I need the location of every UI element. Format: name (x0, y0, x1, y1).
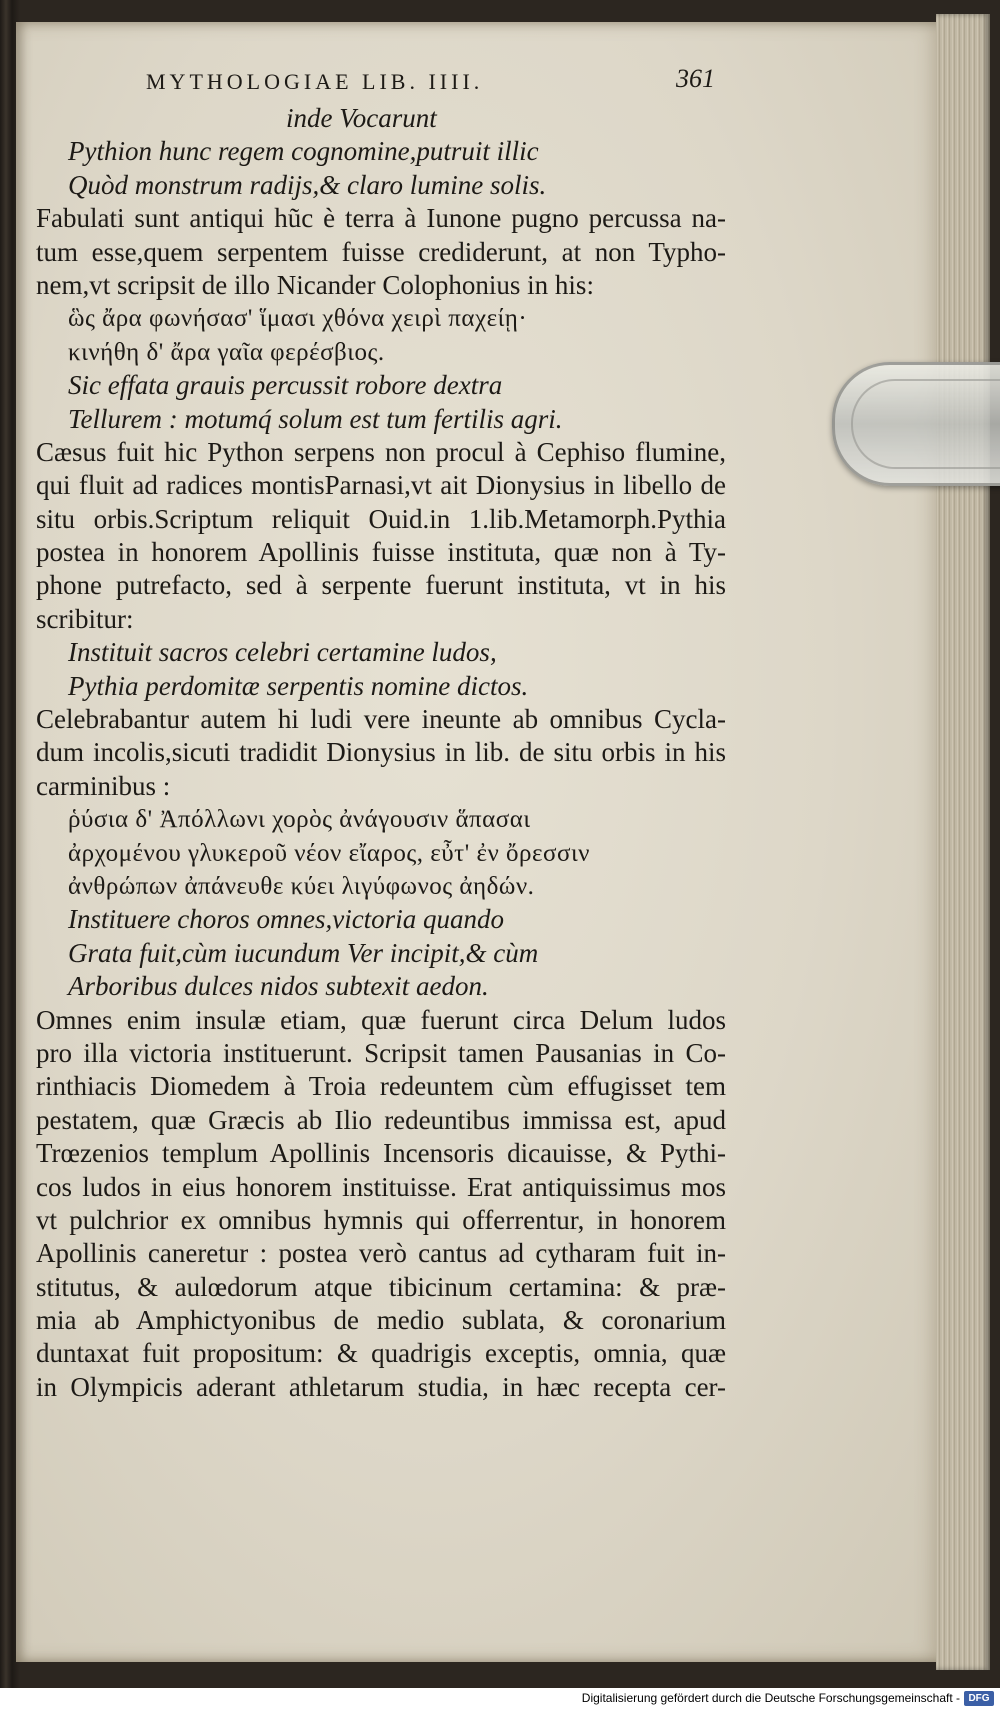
text-body (36, 102, 726, 1404)
text-line: ἀρχομένου γλυκεροῦ νέον εἴαρος, εὖτ' ἐν ὄρεσσιν (68, 839, 590, 867)
text-line: Pythia perdomitæ serpentis nomine dictos. (68, 670, 529, 701)
text-line: postea in honorem Apollinis fuisse instituta, quæ non à Ty- (36, 537, 726, 568)
text-line: Apollinis caneretur : postea verò cantus ad cytharam fuit in- (36, 1238, 726, 1269)
text-line: Grata fuit,cùm iucundum Ver incipit,& cùm (68, 937, 539, 968)
text-line: scribitur: (36, 603, 134, 634)
text-line: Sic effata grauis percussit robore dextra (68, 370, 503, 401)
text-line: Instituere choros omnes,victoria quando (68, 904, 504, 935)
footer-credit: Digitalisierung gefördert durch die Deutsche Forschungsgemeinschaft - (581, 1691, 960, 1705)
text-line: Quòd monstrum radijs,& claro lumine solis. (68, 169, 547, 200)
text-line: Pythion hunc regem cognomine,putruit illic (68, 136, 539, 167)
text-line: mia ab Amphictyonibus de medio sublata, & coronarium (36, 1305, 726, 1336)
text-line: duntaxat fuit propositum: & quadrigis exceptis, omnia, quæ (36, 1338, 726, 1369)
text-line: κινήθη δ' ἄρα γαῖα φερέσβιος. (68, 338, 385, 366)
text-line: vt pulchrior ex omnibus hymnis qui offerrentur, in honorem (36, 1204, 726, 1235)
text-line: dum incolis,sicuti tradidit Dionysius in lib. de situ orbis in his (36, 737, 726, 768)
page-clip (832, 362, 1000, 486)
text-line: Fabulati sunt antiqui hũc è terra à Iunone pugno percussa na- (36, 203, 726, 234)
text-line: Omnes enim insulæ etiam, quæ fuerunt circa Delum ludos (36, 1004, 726, 1035)
text-line: ἀνθρώπων ἀπάνευθε κύει λιγύφωνος ἀηδών. (68, 872, 535, 900)
text-line: cos ludos in eius honorem instituisse. Erat antiquissimus mos (36, 1171, 726, 1202)
page-text (36, 62, 726, 1404)
text-line: nem,vt scripsit de illo Nicander Colophonius in his: (36, 269, 594, 300)
text-line: in Olympicis aderant athletarum studia, in hæc recepta cer- (36, 1371, 726, 1402)
text-line: qui fluit ad radices montisParnasi,vt ait Dionysius in libello de (36, 470, 726, 501)
dfg-logo: DFG (964, 1691, 994, 1706)
footer-bar (0, 1688, 1000, 1711)
text-line: Tellurem : motumq́ solum est tum fertilis agri. (68, 403, 563, 434)
page-header (36, 62, 726, 102)
page-edges (936, 14, 990, 1670)
running-title: MYTHOLOGIAE LIB. IIII. (146, 69, 484, 94)
text-line: rinthiacis Diomedem à Troia redeuntem cùm effugisset tem (36, 1071, 726, 1102)
text-line: Instituit sacros celebri certamine ludos, (68, 637, 497, 668)
text-line: ῥύσια δ' Ἀπόλλωνι χορὸς ἀνάγουσιν ἅπασαι (68, 806, 531, 834)
text-line: ὣς ἄρα φωνήσασ' ἵμασι χθόνα χειρὶ παχείῃ· (68, 305, 528, 333)
text-line: tum esse,quem serpentem fuisse crediderunt, at non Typho- (36, 236, 726, 267)
text-line: pestatem, quæ Græcis ab Ilio redeuntibus immissa est, apud (36, 1104, 726, 1135)
text-line: situ orbis.Scriptum reliquit Ouid.in 1.lib.Metamorph.Pythia (36, 503, 726, 534)
text-line: stitutus, & aulœdorum atque tibicinum certamina: & præ- (36, 1271, 726, 1302)
text-line: phone putrefacto, sed à serpente fuerunt instituta, vt in his (36, 570, 726, 601)
text-line: Arboribus dulces nidos subtexit aedon. (68, 971, 489, 1002)
text-line: carminibus : (36, 770, 171, 801)
text-line: pro illa victoria instituerunt. Scripsit tamen Pausanias in Co- (36, 1037, 726, 1068)
text-line: inde Vocarunt (286, 103, 437, 133)
page-number: 361 (676, 64, 715, 93)
text-line: Trœzenios templum Apollinis Incensoris dicauisse, & Pythi- (36, 1138, 726, 1169)
text-line: Celebrabantur autem hi ludi vere ineunte ab omnibus Cycla- (36, 704, 726, 735)
text-line: Cæsus fuit hic Python serpens non procul à Cephiso flumine, (36, 436, 726, 467)
